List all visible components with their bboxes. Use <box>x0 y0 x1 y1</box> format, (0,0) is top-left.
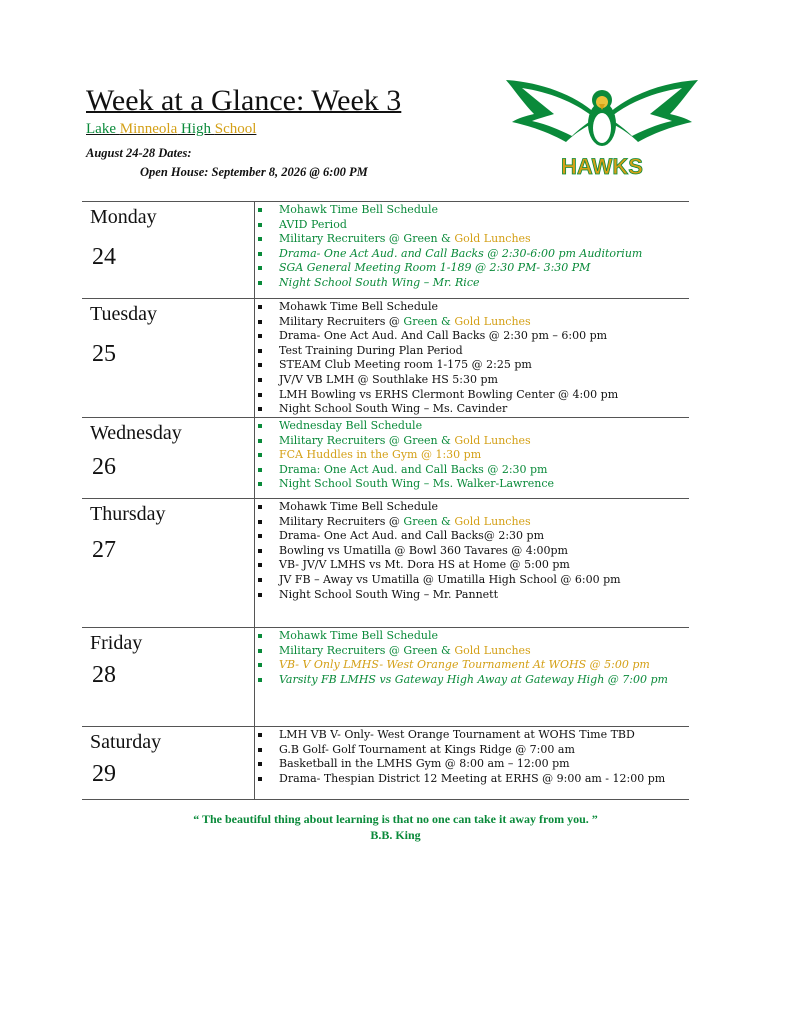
event-text: Military Recruiters @ Green & <box>279 232 455 246</box>
events-cell <box>255 418 690 499</box>
school-word-3: High <box>180 121 211 137</box>
day-cell <box>82 628 255 727</box>
event-item <box>255 373 689 388</box>
quote-author: B.B. King <box>370 828 421 842</box>
event-text: AVID Period <box>279 217 347 231</box>
event-text: Gold Lunches <box>454 514 531 528</box>
event-text: Military Recruiters @ <box>279 514 404 528</box>
event-text: LMH VB V- Only- West Orange Tournament at WOHS Time TBD <box>279 728 635 741</box>
event-text: Mohawk Time Bell Schedule <box>279 629 438 642</box>
event-item <box>255 477 689 492</box>
event-item <box>255 203 689 218</box>
event-text: Gold Lunches <box>454 643 531 657</box>
event-item <box>255 500 689 515</box>
event-text: Drama- Thespian District 12 Meeting at ERHS @ 9:00 am - 12:00 pm <box>279 771 666 785</box>
event-item <box>255 434 689 449</box>
event-item <box>255 419 689 434</box>
day-number: 27 <box>92 537 116 563</box>
event-text: Varsity FB LMHS vs Gateway High Away at Gateway High @ 7:00 pm <box>279 672 668 686</box>
event-text: Night School South Wing – Mr. Pannett <box>279 587 499 601</box>
event-item <box>255 658 689 673</box>
events-cell <box>255 499 690 628</box>
day-number: 25 <box>92 341 116 367</box>
event-text: Drama: One Act Aud. and Call Backs @ 2:30 pm <box>279 462 548 476</box>
event-text: Mohawk Time Bell Schedule <box>279 203 438 216</box>
event-text: Night School South Wing – Ms. Walker-Lawrence <box>279 477 554 491</box>
day-row-monday <box>82 202 689 299</box>
event-list <box>255 202 689 291</box>
event-text: Mohawk Time Bell Schedule <box>279 300 438 313</box>
day-cell <box>82 727 255 800</box>
event-text: Gold Lunches <box>454 433 531 447</box>
school-name <box>86 121 256 138</box>
event-text: Military Recruiters @ <box>279 314 404 328</box>
events-cell <box>255 727 690 800</box>
school-word-2: Minneola <box>119 121 178 137</box>
event-text: G.B Golf- Golf Tournament at Kings Ridge @ 7:00 am <box>279 742 575 756</box>
day-cell <box>82 299 255 418</box>
day-number: 28 <box>92 662 116 688</box>
event-item <box>255 463 689 478</box>
event-item <box>255 329 689 344</box>
event-item <box>255 728 689 743</box>
day-number: 29 <box>92 761 116 787</box>
event-text: Test Training During Plan Period <box>279 343 463 357</box>
event-text: Basketball in the LMHS Gym @ 8:00 am – 12:00 pm <box>279 757 570 771</box>
event-text: Wednesday Bell Schedule <box>279 419 423 432</box>
event-item <box>255 276 689 291</box>
event-item <box>255 644 689 659</box>
event-list <box>255 499 689 602</box>
open-house-note: Open House: September 8, 2026 @ 6:00 PM <box>140 165 368 179</box>
event-text: VB- JV/V LMHS vs Mt. Dora HS at Home @ 5:00 pm <box>279 558 570 572</box>
event-text: VB- V Only LMHS- West Orange Tournament At WOHS @ 5:00 pm <box>279 658 650 672</box>
school-word-4: School <box>214 121 257 137</box>
event-item <box>255 757 689 772</box>
day-row-saturday <box>82 727 689 800</box>
events-cell <box>255 628 690 727</box>
event-item <box>255 629 689 644</box>
event-item <box>255 743 689 758</box>
event-text: JV FB – Away vs Umatilla @ Umatilla High School @ 6:00 pm <box>279 572 621 586</box>
events-cell <box>255 299 690 418</box>
event-item <box>255 232 689 247</box>
event-item <box>255 218 689 233</box>
day-cell <box>82 499 255 628</box>
event-item <box>255 261 689 276</box>
events-cell <box>255 202 690 299</box>
event-item <box>255 358 689 373</box>
event-item <box>255 448 689 463</box>
day-row-thursday <box>82 499 689 628</box>
event-text: FCA Huddles in the Gym @ 1:30 pm <box>279 448 482 462</box>
event-item <box>255 529 689 544</box>
event-item <box>255 573 689 588</box>
event-text: Green & <box>403 314 455 328</box>
day-row-tuesday <box>82 299 689 418</box>
event-item <box>255 300 689 315</box>
event-item <box>255 247 689 262</box>
event-text: LMH Bowling vs ERHS Clermont Bowling Center @ 4:00 pm <box>279 387 619 401</box>
event-text: Night School South Wing – Ms. Cavinder <box>279 402 508 416</box>
event-item <box>255 544 689 559</box>
event-text: SGA General Meeting Room 1-189 @ 2:30 PM- 3:30 PM <box>279 261 591 275</box>
logo-text: HAWKS <box>561 154 643 179</box>
event-item <box>255 673 689 688</box>
page-title: Week at a Glance: Week 3 <box>86 84 402 117</box>
day-name: Friday <box>90 632 143 654</box>
weekly-schedule <box>82 201 689 800</box>
event-text: Gold Lunches <box>454 314 531 328</box>
event-list <box>255 299 689 417</box>
day-name: Monday <box>90 206 157 228</box>
event-text: STEAM Club Meeting room 1-175 @ 2:25 pm <box>279 358 532 372</box>
event-text: JV/V VB LMH @ Southlake HS 5:30 pm <box>279 372 498 386</box>
event-text: Military Recruiters @ Green & <box>279 643 455 657</box>
event-text: Green & <box>403 514 455 528</box>
event-list <box>255 628 689 687</box>
day-name: Saturday <box>90 731 162 753</box>
week-dates: August 24-28 Dates: <box>86 146 192 160</box>
event-item <box>255 344 689 359</box>
event-text: Drama- One Act Aud. And Call Backs @ 2:30 pm – 6:00 pm <box>279 329 608 343</box>
hawk-logo-icon <box>504 74 700 182</box>
event-item <box>255 388 689 403</box>
day-row-wednesday <box>82 418 689 499</box>
event-text: Military Recruiters @ Green & <box>279 433 455 447</box>
school-word-1: Lake <box>86 121 116 137</box>
day-number: 26 <box>92 454 116 480</box>
event-item <box>255 588 689 603</box>
event-text: Drama- One Act Aud. and Call Backs @ 2:30-6:00 pm Auditorium <box>279 246 643 260</box>
day-name: Thursday <box>90 503 166 525</box>
event-item <box>255 558 689 573</box>
day-cell <box>82 202 255 299</box>
day-name: Wednesday <box>90 422 182 444</box>
event-item <box>255 515 689 530</box>
event-text: Gold Lunches <box>454 232 531 246</box>
event-list <box>255 727 689 786</box>
day-name: Tuesday <box>90 303 158 325</box>
event-text: Night School South Wing – Mr. Rice <box>279 275 480 289</box>
day-cell <box>82 418 255 499</box>
event-text: Mohawk Time Bell Schedule <box>279 500 438 513</box>
quote: “ The beautiful thing about learning is that no one can take it away from you. ” <box>193 812 598 826</box>
event-item <box>255 772 689 787</box>
event-item <box>255 315 689 330</box>
day-number: 24 <box>92 244 116 270</box>
event-list <box>255 418 689 492</box>
event-text: Bowling vs Umatilla @ Bowl 360 Tavares @ 4:00pm <box>279 543 568 557</box>
event-item <box>255 402 689 417</box>
event-text: Drama- One Act Aud. and Call Backs@ 2:30 pm <box>279 529 544 543</box>
day-row-friday <box>82 628 689 727</box>
